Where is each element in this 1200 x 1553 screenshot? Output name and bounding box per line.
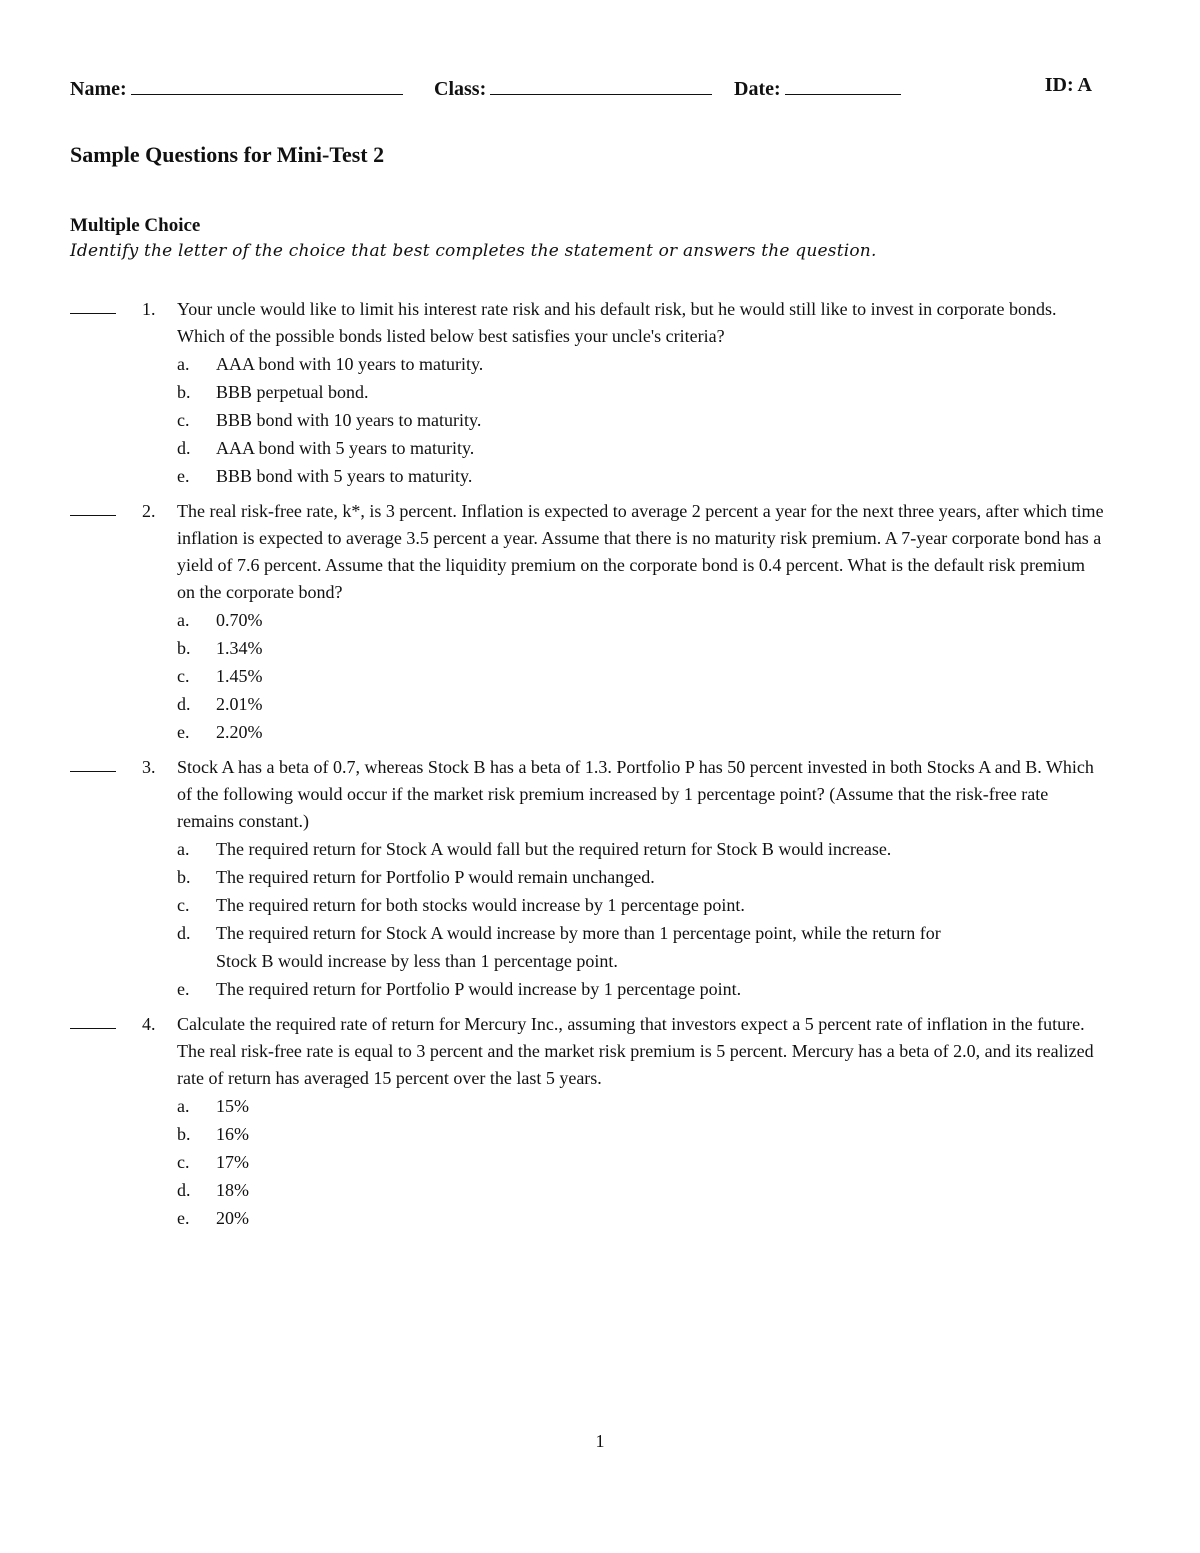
option-letter: e. bbox=[177, 1208, 190, 1228]
option-letter: d. bbox=[177, 438, 191, 458]
option-letter: a. bbox=[177, 354, 190, 374]
question-2 bbox=[0, 498, 1200, 746]
option-letter: b. bbox=[177, 867, 191, 887]
option-text: 2.20% bbox=[216, 722, 263, 742]
option-text: The required return for both stocks would increase by 1 percentage point. bbox=[216, 895, 745, 915]
option-letter: e. bbox=[177, 722, 190, 742]
option bbox=[177, 718, 1200, 746]
name-blank[interactable] bbox=[131, 74, 403, 95]
option bbox=[177, 919, 1200, 975]
option-letter: c. bbox=[177, 666, 190, 686]
question-number: 4. bbox=[142, 1014, 156, 1034]
question-number: 2. bbox=[142, 501, 156, 521]
option bbox=[177, 462, 1200, 490]
question-text: Calculate the required rate of return for Mercury Inc., assuming that investors expect a 5 percent rate of inflation in the future. The real risk-free rate is equal to 3 percent and the market risk premium is 5 percent. Mercury has a beta of 2.0, and its realized rate of return has averaged 15 percent over the last 5 years. bbox=[177, 1014, 1094, 1088]
option bbox=[177, 1092, 1200, 1120]
option-text: BBB bond with 10 years to maturity. bbox=[216, 410, 482, 430]
option-letter: d. bbox=[177, 923, 191, 943]
option-letter: d. bbox=[177, 1180, 191, 1200]
answer-blank[interactable] bbox=[70, 1028, 116, 1029]
answer-blank[interactable] bbox=[70, 313, 116, 314]
header-fields bbox=[70, 74, 1092, 100]
option bbox=[177, 1204, 1200, 1232]
answer-blank[interactable] bbox=[70, 515, 116, 516]
question-text: The real risk-free rate, k*, is 3 percent. Inflation is expected to average 2 percent a year for the next three years, after which time inflation is expected to average 3.5 percent a year. Assume that there is no maturity risk premium. A 7-year corporate bond has a yield of 7.6 percent. Assume that the liquidity premium on the corporate bond is 0.4 percent. What is the default risk premium on the corporate bond? bbox=[177, 501, 1104, 602]
question-text: Stock A has a beta of 0.7, whereas Stock B has a beta of 1.3. Portfolio P has 50 percent invested in both Stocks A and B. Which of the following would occur if the market risk premium increased by 1 percentage point? (Assume that the risk-free rate remains constant.) bbox=[177, 757, 1094, 831]
option-letter: c. bbox=[177, 895, 190, 915]
class-blank[interactable] bbox=[490, 74, 712, 95]
option-text: AAA bond with 10 years to maturity. bbox=[216, 354, 484, 374]
option bbox=[177, 606, 1200, 634]
name-label: Name: bbox=[70, 78, 127, 100]
question-3 bbox=[0, 754, 1200, 1003]
option-letter: a. bbox=[177, 1096, 190, 1116]
option-text: The required return for Stock A would fall but the required return for Stock B would increase. bbox=[216, 839, 892, 859]
option-list bbox=[0, 350, 1200, 490]
option bbox=[177, 662, 1200, 690]
page-number: 1 bbox=[595, 1431, 605, 1451]
id-field: ID: A bbox=[1044, 74, 1092, 96]
option-letter: c. bbox=[177, 410, 190, 430]
option-list bbox=[0, 835, 1200, 1003]
name-field bbox=[70, 74, 403, 101]
option-text: 16% bbox=[216, 1124, 249, 1144]
option-letter: b. bbox=[177, 638, 191, 658]
date-blank[interactable] bbox=[785, 74, 901, 95]
option bbox=[177, 690, 1200, 718]
option-text: The required return for Portfolio P would increase by 1 percentage point. bbox=[216, 979, 742, 999]
question-list bbox=[0, 296, 1200, 1240]
option-text: 17% bbox=[216, 1152, 249, 1172]
option bbox=[177, 1120, 1200, 1148]
option-text: 18% bbox=[216, 1180, 249, 1200]
option-text: AAA bond with 5 years to maturity. bbox=[216, 438, 475, 458]
option-letter: b. bbox=[177, 382, 191, 402]
question-number: 3. bbox=[142, 757, 156, 777]
page-title: Sample Questions for Mini-Test 2 bbox=[70, 142, 385, 167]
class-field bbox=[434, 74, 712, 101]
option-letter: e. bbox=[177, 466, 190, 486]
question-text: Your uncle would like to limit his interest rate risk and his default risk, but he would still like to invest in corporate bonds. Which of the possible bonds listed below best satisfies your uncle's criteria? bbox=[177, 299, 1057, 346]
option-letter: e. bbox=[177, 979, 190, 999]
option-text: 1.45% bbox=[216, 666, 263, 686]
option-text: The required return for Portfolio P would remain unchanged. bbox=[216, 867, 655, 887]
question-1 bbox=[0, 296, 1200, 490]
option-text: BBB perpetual bond. bbox=[216, 382, 369, 402]
option bbox=[177, 634, 1200, 662]
question-number: 1. bbox=[142, 299, 156, 319]
option-text: The required return for Stock A would increase by more than 1 percentage point, while the return for Stock B would increase by less than 1 percentage point. bbox=[216, 923, 941, 971]
option bbox=[177, 406, 1200, 434]
option-list bbox=[0, 1092, 1200, 1232]
option bbox=[177, 434, 1200, 462]
option bbox=[177, 350, 1200, 378]
date-label: Date: bbox=[734, 78, 781, 100]
option bbox=[177, 1176, 1200, 1204]
option-letter: a. bbox=[177, 610, 190, 630]
option-text: 1.34% bbox=[216, 638, 263, 658]
option bbox=[177, 1148, 1200, 1176]
option bbox=[177, 863, 1200, 891]
option-text: 2.01% bbox=[216, 694, 263, 714]
option-text: BBB bond with 5 years to maturity. bbox=[216, 466, 473, 486]
class-label: Class: bbox=[434, 78, 487, 100]
option-text: 0.70% bbox=[216, 610, 263, 630]
option-letter: a. bbox=[177, 839, 190, 859]
option bbox=[177, 378, 1200, 406]
question-4 bbox=[0, 1011, 1200, 1232]
option-letter: c. bbox=[177, 1152, 190, 1172]
option bbox=[177, 891, 1200, 919]
option-letter: b. bbox=[177, 1124, 191, 1144]
option-text: 20% bbox=[216, 1208, 249, 1228]
section-instructions: Identify the letter of the choice that best completes the statement or answers the question. bbox=[70, 241, 877, 261]
date-field bbox=[734, 74, 901, 101]
answer-blank[interactable] bbox=[70, 771, 116, 772]
option-text: 15% bbox=[216, 1096, 249, 1116]
section-heading: Multiple Choice bbox=[70, 215, 201, 236]
option bbox=[177, 975, 1200, 1003]
option-list bbox=[0, 606, 1200, 746]
option-letter: d. bbox=[177, 694, 191, 714]
option bbox=[177, 835, 1200, 863]
